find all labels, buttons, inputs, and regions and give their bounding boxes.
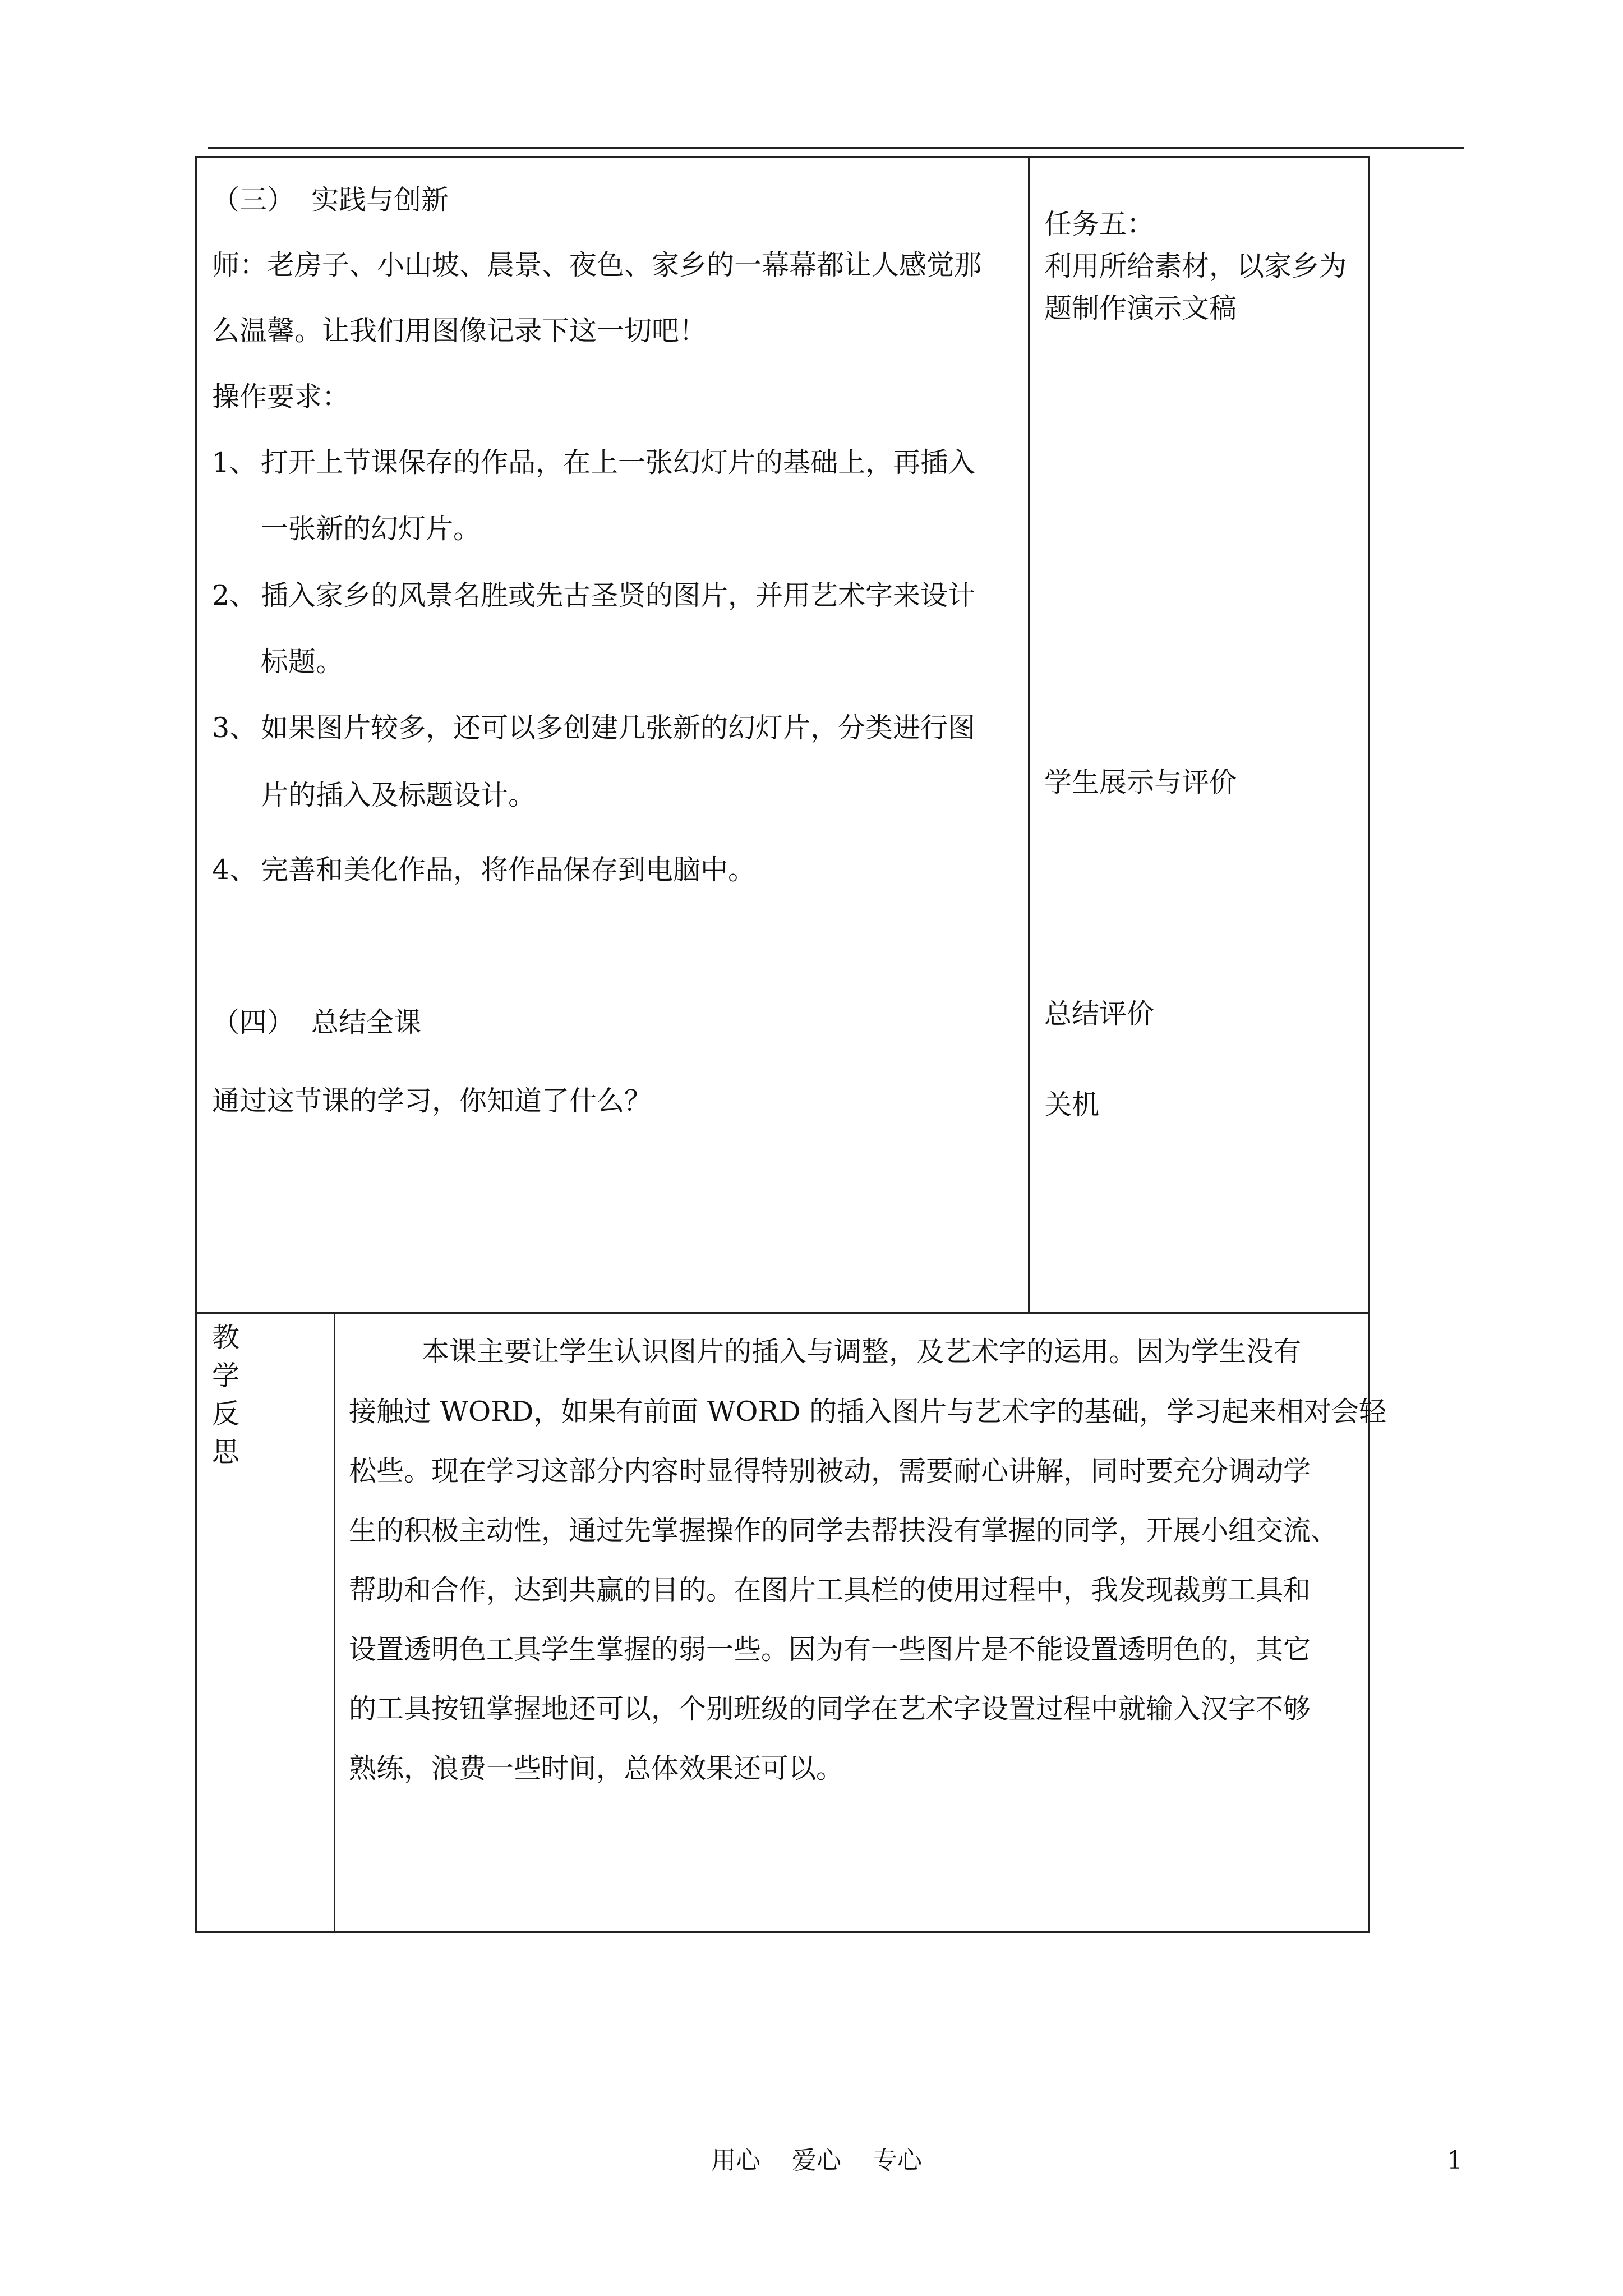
step-2-num: 2、: [212, 579, 257, 611]
step-3-num: 3、: [212, 712, 257, 744]
reflection-label-char-3: 反: [212, 1398, 240, 1430]
reflection-line-1: 本课主要让学生认识图片的插入与调整，及艺术字的运用。因为学生没有: [422, 1336, 1302, 1368]
reflection-line-3: 松些。现在学习这部分内容时显得特别被动，需要耐心讲解，同时要充分调动学: [349, 1455, 1311, 1487]
reflection-line-5: 帮助和合作，达到共赢的目的。在图片工具栏的使用过程中，我发现裁剪工具和: [349, 1574, 1311, 1606]
task-title: 任务五：: [1044, 208, 1155, 240]
reflection-line-8: 熟练，浪费一些时间，总体效果还可以。: [349, 1752, 844, 1784]
reflection-line-2: 接触过 WORD，如果有前面 WORD 的插入图片与艺术字的基础，学习起来相对会轻: [349, 1396, 1387, 1428]
step-1-line-1: 打开上节课保存的作品，在上一张幻灯片的基础上，再插入: [261, 447, 976, 478]
teacher-line-2: 么温馨。让我们用图像记录下这一切吧！: [212, 315, 707, 347]
section3-heading: 实践与创新: [311, 184, 449, 216]
section4-heading: 总结全课: [311, 1006, 422, 1038]
reflection-label-char-1: 教: [212, 1322, 240, 1354]
student-show-eval: 学生展示与评价: [1044, 766, 1237, 798]
step-4-line-1: 完善和美化作品，将作品保存到电脑中。: [261, 854, 756, 886]
step-3-line-1: 如果图片较多，还可以多创建几张新的幻灯片，分类进行图: [261, 712, 976, 744]
step-2-line-1: 插入家乡的风景名胜或先古圣贤的图片，并用艺术字来设计: [261, 579, 976, 611]
step-4-num: 4、: [212, 854, 257, 886]
step-1-line-2: 一张新的幻灯片。: [261, 513, 481, 545]
reflection-line-7: 的工具按钮掌握地还可以，个别班级的同学在艺术字设置过程中就输入汉字不够: [349, 1693, 1311, 1725]
summary-eval: 总结评价: [1044, 998, 1155, 1030]
footer-motto: 用心 爱心 专心: [711, 2146, 922, 2175]
header-rule: [208, 147, 1464, 149]
requirements-label: 操作要求：: [212, 381, 350, 413]
shutdown: 关机: [1044, 1089, 1100, 1121]
reflection-line-4: 生的积极主动性，通过先掌握操作的同学去帮扶没有掌握的同学，开展小组交流、: [349, 1515, 1339, 1547]
summary-question: 通过这节课的学习，你知道了什么？: [212, 1085, 652, 1117]
section3-heading-num: （三）: [212, 184, 295, 216]
teacher-line-1: 师：老房子、小山坡、晨景、夜色、家乡的一幕幕都让人感觉那: [212, 249, 982, 281]
section4-heading-num: （四）: [212, 1006, 295, 1038]
task-line-1: 利用所给素材，以家乡为: [1044, 250, 1347, 282]
upper-right-cell: [1028, 156, 1370, 1314]
task-line-2: 题制作演示文稿: [1044, 292, 1237, 324]
step-3-line-2: 片的插入及标题设计。: [261, 779, 536, 811]
step-1-num: 1、: [212, 447, 257, 478]
step-2-line-2: 标题。: [261, 646, 344, 678]
reflection-label-char-2: 学: [212, 1360, 240, 1392]
reflection-line-6: 设置透明色工具学生掌握的弱一些。因为有一些图片是不能设置透明色的，其它: [349, 1634, 1311, 1665]
page-number: 1: [1447, 2146, 1463, 2175]
reflection-label-char-4: 思: [212, 1436, 240, 1468]
